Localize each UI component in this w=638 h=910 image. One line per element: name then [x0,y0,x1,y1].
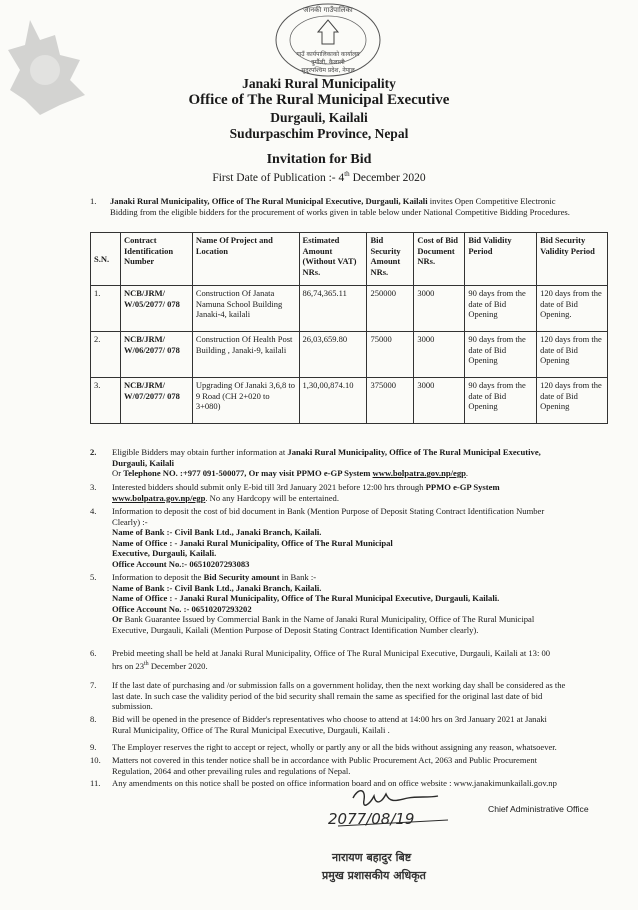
item-6-text: Prebid meeting shall be held at Janaki Rural Municipality, Office of The Rural Municipal Executive, Durgauli, Kailali at 13: 00 hrs on 23th December 2020. [112,648,551,671]
egp-link[interactable]: www.bolpatra.gov.np/egp [112,492,206,503]
handwritten-signature [318,784,468,842]
item-number: 1. [90,196,97,206]
item-number: 9. [90,742,97,752]
notice-title: Invitation for Bid [266,152,372,167]
publication-date: First Date of Publication :- 4th December 2020 [212,170,426,184]
item-3-text: Interested bidders should submit only E-bid till 3rd January 2021 before 12:00 hrs through PPMO e-GP System www.bolpatra.gov.np/egp. No any Hardcopy will be entertained. [112,482,500,503]
column-header: Cost of Bid Document NRs. [414,233,465,286]
table-cell: Construction Of Janata Namuna School Building Janaki-4, kailali [192,286,299,332]
officer-designation-stamp: प्रमुख प्रशासकीय अधिकृत [322,869,426,882]
table-cell: 120 days from the date of Bid Opening [537,332,608,378]
table-cell: 90 days from the date of Bid Opening [465,378,537,424]
table-row [91,286,608,332]
municipality-seal-icon [272,2,384,78]
item-number: 2. [90,447,97,457]
table-cell: 375000 [367,378,414,424]
item-number: 3. [90,482,97,492]
table-row [91,378,608,424]
seal-text-1: जानकी गाउँपालिका [303,6,353,14]
column-header: Bid Security Amount NRs. [367,233,414,286]
column-header: Contract Identification Number [120,233,192,286]
office-address: Durgauli, Kailali [270,110,368,125]
table-cell: 250000 [367,286,414,332]
table-cell: 90 days from the date of Bid Opening [465,332,537,378]
table-cell: 1,30,00,874.10 [299,378,367,424]
egp-link[interactable]: www.bolpatra.gov.np/egp [372,468,466,479]
item-11-text: Any amendments on this notice shall be posted on office information board and on office website : www.janakimunkailali.gov.np [112,778,557,788]
table-cell: 26,03,659.80 [299,332,367,378]
intro-paragraph: Janaki Rural Municipality, Office of The Rural Municipal Executive, Durgauli, Kailali invites Open Competitive Electronic Bidding from the eligible bidders for the procurement of works given in table below under National Competitive Bidding Procedures. [110,196,570,217]
column-header: Name Of Project and Location [192,233,299,286]
table-cell: NCB/JRM/ W/07/2077/ 078 [120,378,192,424]
office-name: Office of The Rural Municipal Executive [188,92,450,108]
officer-name-stamp: नारायण बहादुर बिष्ट [332,851,412,864]
table-cell: NCB/JRM/ W/05/2077/ 078 [120,286,192,332]
column-header: Estimated Amount (Without VAT) NRs. [299,233,367,286]
municipality-name: Janaki Rural Municipality [242,76,396,91]
table-cell: 3000 [414,286,465,332]
item-8-text: Bid will be opened in the presence of Bidder's representatives who choose to attend at 14:00 hrs on 3rd January 2021 at Janaki Rural Municipality, Office of The Rural Municipal Executive, Durgauli, Kailali . [112,714,547,735]
table-row [91,332,608,378]
table-cell: 120 days from the date of Bid Opening. [537,286,608,332]
table-cell: 75000 [367,332,414,378]
seal-text-3: दुर्गौली, कैलाली [311,59,345,66]
item-5-text: Information to deposit the Bid Security amount in Bank :- Name of Bank :- Civil Bank Ltd., Janaki Branch, Kailali. Name of Office : - Janaki Rural Municipality, Office of The Rural Municipal Executive, Durgauli, Kailali. Office Account No. :- 06510207293202 Or Bank Guarantee Issued by Commercial Bank in the Name of Janaki Rural Municipality, Office of The Rural Municipal Executive, Durgauli, Kailali (Mention Purpose of Deposit Stating Contract Identification Number clearly). [112,572,535,635]
seal-text-4: सुदूरपश्चिम प्रदेश, नेपाल [301,67,355,74]
item-4-text: Information to deposit the cost of bid document in Bank (Mention Purpose of Deposit Stating Contract Identification Number Clearly) :- Name of Bank :- Civil Bank Ltd., Janaki Branch, Kailali. Name of Office : - Janaki Rural Municipality, Office of The Rural Municipal Executive, Durgauli, Kailali. Office Account No.:- 06510207293083 [112,506,545,569]
column-header: Bid Validity Period [465,233,537,286]
table-cell: 2. [91,332,121,378]
seal-text-2: गाउँ कार्यपालिकाको कार्यालय [296,51,360,58]
item-2-text: Eligible Bidders may obtain further information at Janaki Rural Municipality, Office of The Rural Municipal Executive, Durgauli, Kailali Or Telephone NO. :+977 091-500077, Or may visit PPMO e-GP System www.bolpatra.gov.np/egp. [112,447,541,479]
item-7-text: If the last date of purchasing and /or submission falls on a government holiday, then the next working day shall be considered as the last date. In such case the validity period of the bid security shall remain the same as specified for the original last date of bid submission. [112,680,566,712]
table-cell: Construction Of Health Post Building , Janaki-9, kailali [192,332,299,378]
column-header: S.N. [91,233,121,286]
signatory-title: Chief Administrative Office [488,804,589,814]
column-header: Bid Security Validity Period [537,233,608,286]
table-cell: 3. [91,378,121,424]
item-9-text: The Employer reserves the right to accept or reject, wholly or partly any or all the bids without assigning any reason, whatsoever. [112,742,557,752]
handwritten-date: 2077/08/19 [328,810,415,828]
item-number: 6. [90,648,97,658]
table-cell: 3000 [414,378,465,424]
table-cell: Upgrading Of Janaki 3,6,8 to 9 Road (CH 2+020 to 3+080) [192,378,299,424]
table-cell: NCB/JRM/ W/06/2077/ 078 [120,332,192,378]
item-number: 8. [90,714,97,724]
item-number: 4. [90,506,97,516]
item-number: 5. [90,572,97,582]
item-number: 10. [90,755,101,765]
item-number: 7. [90,680,97,690]
table-cell: 86,74,365.11 [299,286,367,332]
bid-table [90,232,608,424]
table-cell: 120 days from the date of Bid Opening [537,378,608,424]
table-cell: 90 days from the date of Bid Opening [465,286,537,332]
province-name: Sudurpaschim Province, Nepal [229,126,409,141]
table-header-row [91,233,608,286]
table-cell: 3000 [414,332,465,378]
item-10-text: Matters not covered in this tender notice shall be in accordance with Public Procurement Act, 2063 and Public Procurement Regulation, 2064 and other prevailing rules and regulations of Nepal. [112,755,538,776]
table-cell: 1. [91,286,121,332]
item-number: 11. [90,778,101,788]
